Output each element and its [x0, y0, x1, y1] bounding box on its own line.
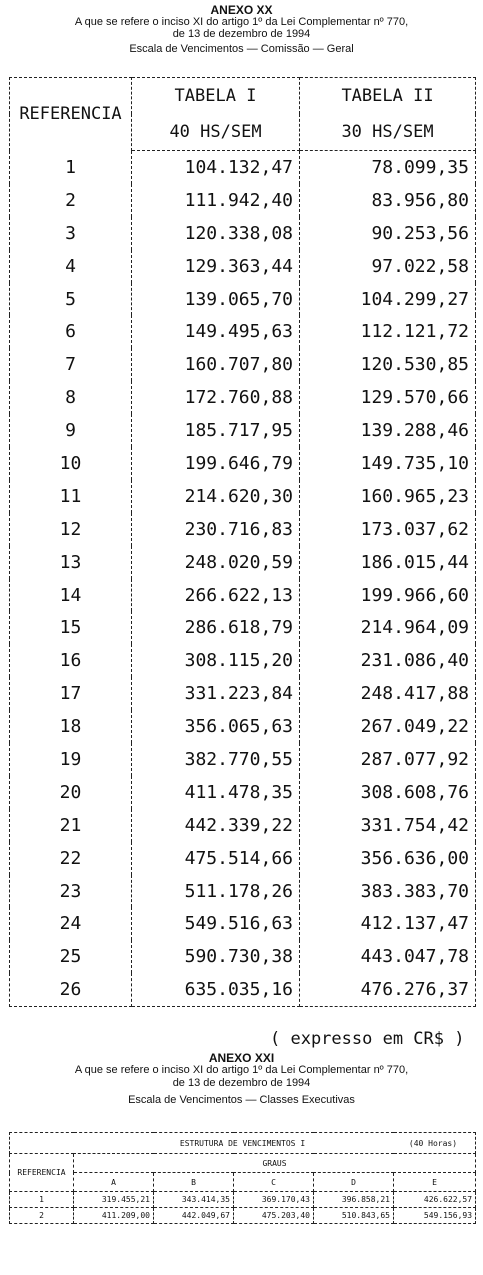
reference-cell: 3 — [10, 217, 132, 250]
annex-xxi-scale-title: Escala de Vencimentos — Classes Executivas — [128, 1094, 355, 1106]
grade-header: E — [394, 1173, 476, 1192]
tabela-i-value: 139.065,70 — [132, 283, 300, 316]
tabela-ii-value: 173.037,62 — [300, 513, 476, 546]
tabela-ii-value: 149.735,10 — [300, 447, 476, 480]
tabela-i-value: 549.516,63 — [132, 907, 300, 940]
tabela-i-value: 129.363,44 — [132, 250, 300, 283]
table-row — [10, 151, 476, 184]
tabela-ii-value: 129.570,66 — [300, 381, 476, 414]
tabela-i-value: 308.115,20 — [132, 644, 300, 677]
reference-cell: 7 — [10, 348, 132, 381]
tabela-ii-value: 112.121,72 — [300, 315, 476, 348]
reference-cell: 4 — [10, 250, 132, 283]
table-row — [10, 644, 476, 677]
table-row — [10, 611, 476, 644]
table-row — [10, 710, 476, 743]
reference-cell: 2 — [10, 1208, 74, 1224]
tabela-i-value: 331.223,84 — [132, 677, 300, 710]
grade-value: 549.156,93 — [394, 1208, 476, 1224]
column-header-referencia: REFERENCIA — [10, 1154, 74, 1192]
annex-xxi-legal-reference: A que se refere o inciso XI do artigo 1º da Lei Complementar nº 770, — [74, 1064, 409, 1076]
reference-cell: 19 — [10, 743, 132, 776]
grade-value: 475.203,40 — [234, 1208, 314, 1224]
currency-unit-note: ( expresso em CR$ ) — [270, 1029, 465, 1049]
reference-cell: 5 — [10, 283, 132, 316]
tabela-ii-value: 83.956,80 — [300, 184, 476, 217]
reference-cell: 18 — [10, 710, 132, 743]
tabela-ii-value: 97.022,58 — [300, 250, 476, 283]
table-row — [10, 579, 476, 612]
reference-cell: 14 — [10, 579, 132, 612]
tabela-ii-value: 308.608,76 — [300, 776, 476, 809]
table-row — [10, 250, 476, 283]
grade-header: D — [314, 1173, 394, 1192]
tabela-ii-value: 331.754,42 — [300, 809, 476, 842]
tabela-ii-value: 248.417,88 — [300, 677, 476, 710]
table-row — [10, 776, 476, 809]
column-header-referencia: REFERENCIA — [10, 78, 132, 151]
table-row — [10, 348, 476, 381]
reference-cell: 8 — [10, 381, 132, 414]
reference-cell: 26 — [10, 973, 132, 1006]
reference-cell: 25 — [10, 940, 132, 973]
grade-value: 426.622,57 — [394, 1192, 476, 1208]
reference-cell: 10 — [10, 447, 132, 480]
table-row — [10, 743, 476, 776]
reference-cell: 15 — [10, 611, 132, 644]
tabela-i-value: 635.035,16 — [132, 973, 300, 1006]
table-row — [10, 842, 476, 875]
tabela-i-value: 214.620,30 — [132, 480, 300, 513]
grade-value: 442.049,67 — [154, 1208, 234, 1224]
annex-xx-legal-reference: A que se refere o inciso XI do artigo 1º da Lei Complementar nº 770, — [74, 16, 409, 28]
column-subheader-30-hours: 30 HS/SEM — [300, 114, 476, 151]
table-row — [10, 973, 476, 1006]
tabela-ii-value: 160.965,23 — [300, 480, 476, 513]
tabela-i-value: 120.338,08 — [132, 217, 300, 250]
tabela-ii-value: 139.288,46 — [300, 414, 476, 447]
column-header-tabela-ii: TABELA II — [300, 78, 476, 115]
tabela-i-value: 590.730,38 — [132, 940, 300, 973]
reference-cell: 20 — [10, 776, 132, 809]
reference-cell: 22 — [10, 842, 132, 875]
table-row — [10, 677, 476, 710]
tabela-ii-value: 383.383,70 — [300, 875, 476, 908]
grade-header: A — [74, 1173, 154, 1192]
tabela-ii-value: 443.047,78 — [300, 940, 476, 973]
annex-xxi-title: ANEXO XXI — [208, 1051, 275, 1065]
table-row — [10, 184, 476, 217]
tabela-ii-value: 287.077,92 — [300, 743, 476, 776]
tabela-i-value: 411.478,35 — [132, 776, 300, 809]
reference-cell: 11 — [10, 480, 132, 513]
structure-title: ESTRUTURA DE VENCIMENTOS I — [179, 1138, 306, 1148]
table-row — [10, 283, 476, 316]
grade-header: B — [154, 1173, 234, 1192]
reference-cell: 17 — [10, 677, 132, 710]
tabela-ii-value: 120.530,85 — [300, 348, 476, 381]
column-header-tabela-i: TABELA I — [132, 78, 300, 115]
reference-cell: 2 — [10, 184, 132, 217]
tabela-i-value: 230.716,83 — [132, 513, 300, 546]
tabela-ii-value: 231.086,40 — [300, 644, 476, 677]
annex-xx-header — [0, 0, 483, 64]
tabela-i-value: 266.622,13 — [132, 579, 300, 612]
tabela-ii-value: 412.137,47 — [300, 907, 476, 940]
hours-label: (40 Horas) — [408, 1138, 458, 1148]
table-row — [10, 546, 476, 579]
table-row — [10, 875, 476, 908]
table-row — [10, 809, 476, 842]
executive-salary-structure-table — [9, 1132, 476, 1224]
tabela-i-value: 382.770,55 — [132, 743, 300, 776]
reference-cell: 1 — [10, 1192, 74, 1208]
annex-xx-scale-title: Escala de Vencimentos — Comissão — Geral — [129, 43, 354, 55]
salary-scale-table — [9, 77, 476, 1007]
grade-value: 319.455,21 — [74, 1192, 154, 1208]
tabela-ii-value: 214.964,09 — [300, 611, 476, 644]
tabela-i-value: 199.646,79 — [132, 447, 300, 480]
table-row — [10, 1208, 476, 1224]
annex-xx-title: ANEXO XX — [210, 3, 273, 17]
tabela-i-value: 475.514,66 — [132, 842, 300, 875]
table-row — [10, 414, 476, 447]
table-row — [10, 940, 476, 973]
tabela-i-value: 356.065,63 — [132, 710, 300, 743]
tabela-ii-value: 199.966,60 — [300, 579, 476, 612]
tabela-i-value: 511.178,26 — [132, 875, 300, 908]
table-row — [10, 447, 476, 480]
grade-header: C — [234, 1173, 314, 1192]
reference-cell: 21 — [10, 809, 132, 842]
annex-xxi-date: de 13 de dezembro de 1994 — [172, 1077, 311, 1089]
tabela-i-value: 104.132,47 — [132, 151, 300, 184]
annex-xx-date: de 13 de dezembro de 1994 — [172, 28, 311, 40]
tabela-i-value: 185.717,95 — [132, 414, 300, 447]
table-row — [10, 513, 476, 546]
grade-value: 510.843,65 — [314, 1208, 394, 1224]
table-row — [10, 907, 476, 940]
reference-cell: 13 — [10, 546, 132, 579]
reference-cell: 1 — [10, 151, 132, 184]
reference-cell: 24 — [10, 907, 132, 940]
reference-cell: 9 — [10, 414, 132, 447]
tabela-i-value: 149.495,63 — [132, 315, 300, 348]
reference-cell: 16 — [10, 644, 132, 677]
grade-value: 396.858,21 — [314, 1192, 394, 1208]
tabela-i-value: 286.618,79 — [132, 611, 300, 644]
reference-cell: 23 — [10, 875, 132, 908]
grades-header: GRAUS — [74, 1154, 476, 1173]
annex-xxi-header — [0, 1052, 483, 1128]
tabela-ii-value: 78.099,35 — [300, 151, 476, 184]
tabela-i-value: 442.339,22 — [132, 809, 300, 842]
annex-xxi-section — [0, 1051, 483, 1220]
reference-cell: 6 — [10, 315, 132, 348]
table-row — [10, 217, 476, 250]
tabela-ii-value: 104.299,27 — [300, 283, 476, 316]
structure-title-cell — [10, 1133, 476, 1154]
tabela-ii-value: 356.636,00 — [300, 842, 476, 875]
column-subheader-40-hours: 40 HS/SEM — [132, 114, 300, 151]
table-row — [10, 381, 476, 414]
tabela-ii-value: 476.276,37 — [300, 973, 476, 1006]
tabela-i-value: 248.020,59 — [132, 546, 300, 579]
grade-value: 411.209,00 — [74, 1208, 154, 1224]
table-row — [10, 315, 476, 348]
tabela-ii-value: 90.253,56 — [300, 217, 476, 250]
tabela-i-value: 160.707,80 — [132, 348, 300, 381]
tabela-ii-value: 267.049,22 — [300, 710, 476, 743]
table-row — [10, 1192, 476, 1208]
grade-value: 343.414,35 — [154, 1192, 234, 1208]
tabela-i-value: 111.942,40 — [132, 184, 300, 217]
tabela-i-value: 172.760,88 — [132, 381, 300, 414]
reference-cell: 12 — [10, 513, 132, 546]
grade-value: 369.170,43 — [234, 1192, 314, 1208]
tabela-ii-value: 186.015,44 — [300, 546, 476, 579]
table-row — [10, 480, 476, 513]
